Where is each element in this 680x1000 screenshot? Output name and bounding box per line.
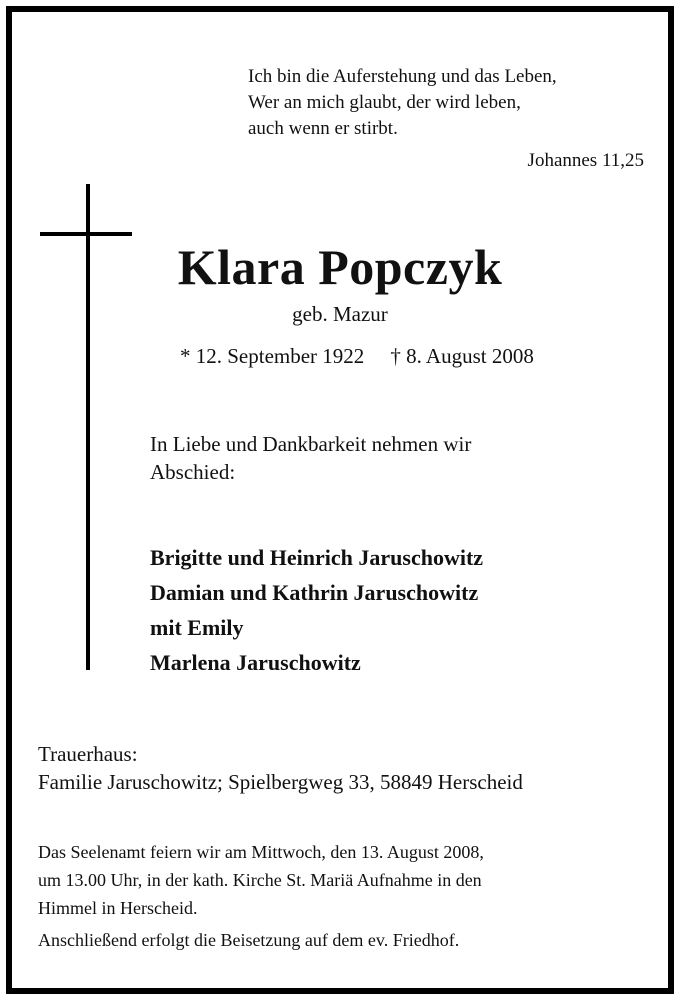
life-dates [180, 344, 534, 369]
cross-icon-bar [40, 232, 132, 236]
burial-line: Anschließend erfolgt die Beisetzung auf dem ev. Friedhof. [38, 930, 460, 950]
farewell-line: In Liebe und Dankbarkeit nehmen wir [150, 432, 472, 456]
deceased-name: Klara Popczyk [177, 239, 503, 295]
maiden-name: geb. Mazur [292, 302, 388, 326]
service-line: Himmel in Herscheid. [38, 898, 198, 918]
mourning-house-label: Trauerhaus: [38, 742, 138, 766]
verse-line: auch wenn er stirbt. [248, 118, 398, 139]
mourners-list [150, 540, 483, 680]
death-date: † 8. August 2008 [390, 344, 534, 368]
birth-date: * 12. September 1922 [180, 344, 365, 368]
mourning-house [38, 740, 523, 796]
service-line: um 13.00 Uhr, in der kath. Kirche St. Mariä Aufnahme in den [38, 870, 482, 890]
verse-reference: Johannes 11,25 [527, 150, 644, 171]
verse-line: Ich bin die Auferstehung und das Leben, [248, 66, 557, 87]
mourner: Damian und Kathrin Jaruschowitz [150, 580, 479, 605]
mourner: Brigitte und Heinrich Jaruschowitz [150, 545, 484, 570]
farewell-text [150, 430, 471, 486]
mourning-house-address: Familie Jaruschowitz; Spielbergweg 33, 58849 Herscheid [38, 770, 523, 794]
bible-verse [248, 64, 557, 142]
verse-line: Wer an mich glaubt, der wird leben, [248, 92, 521, 113]
mourner: Marlena Jaruschowitz [150, 650, 361, 675]
farewell-line: Abschied: [150, 460, 236, 484]
obituary-notice [6, 6, 674, 994]
service-line: Das Seelenamt feiern wir am Mittwoch, den 13. August 2008, [38, 842, 484, 862]
service-info [38, 838, 484, 954]
mourner: mit Emily [150, 615, 244, 640]
